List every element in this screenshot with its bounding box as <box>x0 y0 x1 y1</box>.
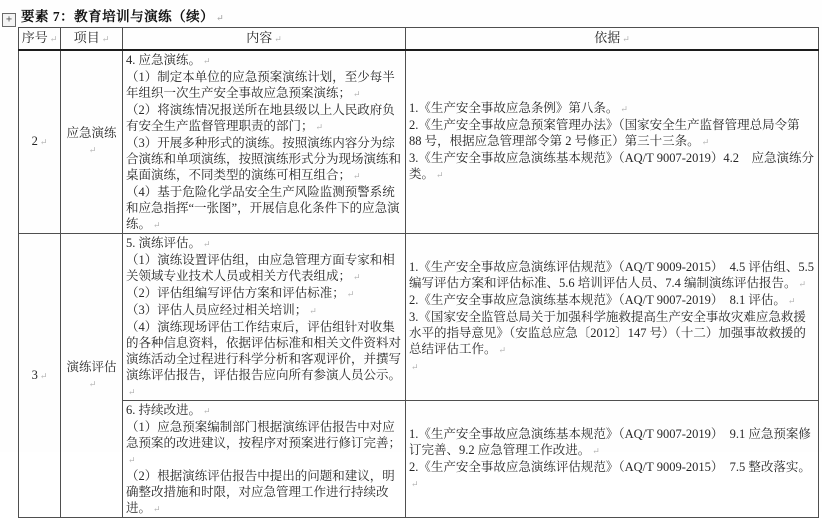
paragraph: 6. 持续改进。 ↵ <box>126 402 403 419</box>
header-row <box>19 28 819 50</box>
content-cell <box>123 233 406 400</box>
item-label: 应急演练 ↵ <box>66 126 116 156</box>
paragraph: （1）制定本单位的应急预案演练计划，至少每半年组织一次生产安全事故应急预案演练； ↵ <box>126 69 403 102</box>
paragraph: 1.《生产安全事故应急演练评估规范》（AQ/T 9009-2015） 4.5 评估组、5.5 编写评估方案和评估标准、5.6 培训评估人员、7.4 编制演练评估报告。 ↵ <box>409 259 815 292</box>
header-label: 内容 ↵ <box>246 30 282 45</box>
header-cell-serial <box>19 28 61 50</box>
header-label: 序号 ↵ <box>22 30 58 45</box>
serial-cell <box>19 233 61 517</box>
header-cell-basis <box>406 28 819 50</box>
paragraph: （3）评估人员应经过相关培训； ↵ <box>126 302 403 319</box>
paragraph: （3）开展多种形式的演练。按照演练内容分为综合演练和单项演练，按照演练形式分为现场演练和桌面演练，不同类型的演练可相互组合； ↵ <box>126 135 403 184</box>
paragraph: 3.《生产安全事故应急演练基本规范》（AQ/T 9007-2019）4.2 应急演练分类。 ↵ <box>409 150 815 183</box>
header-label: 项目 ↵ <box>74 30 110 45</box>
serial-cell <box>19 50 61 234</box>
serial-number: 3 ↵ <box>32 368 48 382</box>
paragraph: 4. 应急演练。 ↵ <box>126 52 403 69</box>
content-cell <box>123 50 406 234</box>
table-row <box>19 50 819 234</box>
paragraph: （4）基于危险化学品安全生产风险监测预警系统和应急指挥“一张图”，开展信息化条件下的应急演练。 ↵ <box>126 184 403 233</box>
header-cell-content <box>123 28 406 50</box>
header-cell-item <box>61 28 123 50</box>
serial-number: 2 ↵ <box>32 134 48 148</box>
paragraph: 1.《生产安全事故应急条例》第八条。 ↵ <box>409 100 815 117</box>
content-cell <box>123 400 406 517</box>
paragraph: 3.《国家安全监管总局关于加强科学施救提高生产安全事故灾难应急救援水平的指导意见》（安监总应急〔2012〕147 号）（十二）加强事故救援的总结评估工作。 ↵ <box>409 309 815 358</box>
paragraph: 1.《生产安全事故应急演练基本规范》（AQ/T 9007-2019） 9.1 应急预案修订完善、9.2 应急管理工作改进。 ↵ <box>409 426 815 459</box>
header-label: 依据 ↵ <box>594 30 630 45</box>
paragraph: （2）根据演练评估报告中提出的问题和建议，明确整改措施和时限，对应急管理工作进行持续改进。 ↵ <box>126 468 403 517</box>
paragraph: （1）演练设置评估组，由应急管理方面专家和相关领域专业技术人员或相关方代表组成； ↵ <box>126 252 403 285</box>
paragraph: 2.《生产安全事故应急演练评估规范》（AQ/T 9009-2015） 7.5 整改落实。 ↵ <box>409 459 815 492</box>
paragraph: （1）应急预案编制部门根据演练评估报告中对应急预案的改进建议，按程序对预案进行修订完善； ↵ <box>126 419 403 468</box>
paragraph: 5. 演练评估。 ↵ <box>126 235 403 252</box>
paragraph: （4）演练现场评估工作结束后，评估组针对收集的各种信息资料，依据评估标准和相关文件资料对演练活动全过程进行科学分析和客观评价，并撰写演练评估报告，评估报告应向所有参演人员公示。 ↵ <box>126 319 403 400</box>
paragraph: （2）将演练情况报送所在地县级以上人民政府负有安全生产监督管理职责的部门； ↵ <box>126 102 403 135</box>
paragraph <box>409 358 815 375</box>
basis-cell <box>406 50 819 234</box>
paragraph: （2）评估组编写评估方案和评估标准； ↵ <box>126 285 403 302</box>
item-label: 演练评估 ↵ <box>66 360 116 390</box>
paragraph: 2.《生产安全事故应急预案管理办法》（国家安全生产监督管理总局令第 88 号，根据应急管理部令第 2 号修正）第三十三条。 ↵ <box>409 117 815 150</box>
page-title <box>21 5 224 25</box>
item-cell <box>61 233 123 517</box>
page-title-text: 要素 7：教育培训与演练（续） ↵ <box>21 9 224 24</box>
basis-cell <box>406 233 819 400</box>
table-move-handle-icon[interactable]: + <box>2 13 16 27</box>
audit-table <box>18 27 819 518</box>
paragraph: 2.《生产安全事故应急演练基本规范》（AQ/T 9007-2019） 8.1 评估。 ↵ <box>409 292 815 309</box>
table-row <box>19 400 819 517</box>
item-cell <box>61 50 123 234</box>
table-row <box>19 233 819 400</box>
basis-cell <box>406 400 819 517</box>
